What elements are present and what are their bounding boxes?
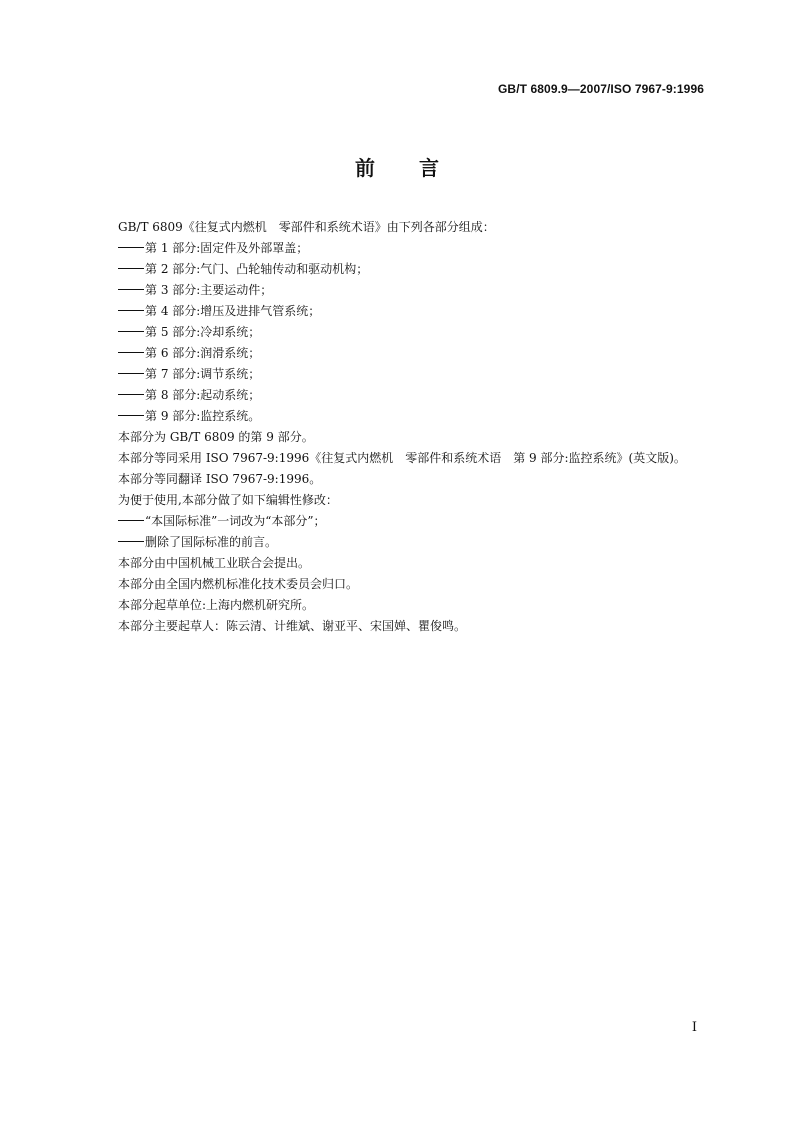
centralized-by: 本部分由全国内燃机标准化技术委员会归口。	[118, 577, 359, 591]
list-item: 第 7 部分:调节系统；	[90, 364, 710, 385]
part-statement: 本部分为 GB/T 6809 的第 9 部分。	[118, 430, 314, 444]
page-number: I	[691, 1020, 697, 1035]
em-dash-mark	[118, 415, 144, 417]
edits-intro: 为便于使用,本部分做了如下编辑性修改：	[118, 493, 338, 507]
proposed-by: 本部分由中国机械工业联合会提出。	[118, 556, 311, 570]
em-dash-mark	[118, 247, 144, 249]
list-item: 第 6 部分:润滑系统；	[90, 343, 710, 364]
list-item: 第 9 部分:监控系统。	[90, 406, 710, 427]
em-dash-mark	[118, 520, 144, 522]
list-item: 删除了国际标准的前言。	[90, 532, 710, 553]
em-dash-mark	[118, 289, 144, 291]
standard-code: GB/T 6809.9—2007/ISO 7967-9:1996	[498, 82, 704, 96]
page-title: 前言	[355, 156, 483, 180]
adoption-statement: 本部分等同采用 ISO 7967-9:1996《往复式内燃机 零部件和系统术语 第 9 部分:监控系统》(英文版)。	[118, 451, 686, 465]
list-item: 第 2 部分:气门、凸轮轴传动和驱动机构；	[90, 259, 710, 280]
list-item: 第 4 部分:增压及进排气管系统；	[90, 301, 710, 322]
list-item: “本国际标准”一词改为“本部分”；	[90, 511, 710, 532]
em-dash-mark	[118, 394, 144, 396]
em-dash-mark	[118, 310, 144, 312]
drafting-unit: 本部分起草单位:上海内燃机研究所。	[118, 598, 315, 612]
list-item: 第 1 部分:固定件及外部罩盖；	[90, 238, 710, 259]
list-item: 第 3 部分:主要运动件；	[90, 280, 710, 301]
intro-paragraph: GB/T 6809《往复式内燃机 零部件和系统术语》由下列各部分组成：	[118, 220, 495, 234]
foreword-body	[90, 217, 710, 637]
list-item: 第 5 部分:冷却系统；	[90, 322, 710, 343]
em-dash-mark	[118, 268, 144, 270]
em-dash-mark	[118, 331, 144, 333]
drafters: 本部分主要起草人：陈云清、计维斌、谢亚平、宋国婵、瞿俊鸣。	[118, 619, 467, 633]
translation-statement: 本部分等同翻译 ISO 7967-9:1996。	[118, 472, 322, 486]
em-dash-mark	[118, 541, 144, 543]
em-dash-mark	[118, 373, 144, 375]
list-item: 第 8 部分:起动系统；	[90, 385, 710, 406]
em-dash-mark	[118, 352, 144, 354]
